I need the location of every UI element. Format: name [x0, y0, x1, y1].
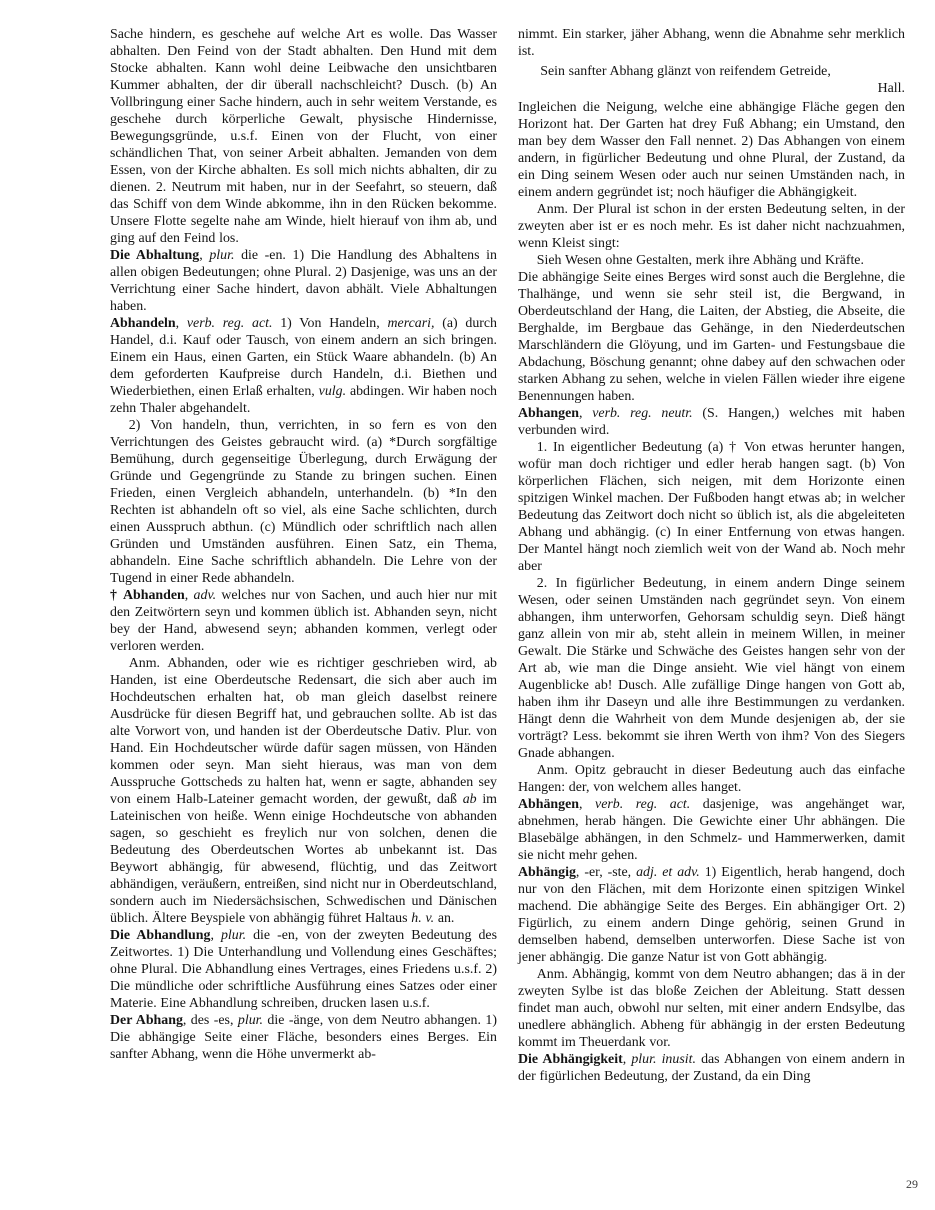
- paragraph: [518, 864, 905, 966]
- text-run: h. v.: [411, 911, 435, 926]
- right-text-column: [518, 26, 905, 1085]
- text-run: Anm. Opitz gebraucht in dieser Bedeutung auch das einfache Hangen: der, von welchem alles hanget.: [518, 763, 905, 795]
- paragraph: [110, 315, 497, 417]
- text-run: Anm. Abhanden, oder wie es richtiger geschrieben wird, ab Handen, ist eine Oberdeutsche Redensart, die sich aber auch im Hochdeutschen erhalten hat, ob man gleich daselbst reinere Ausdrücke für diesen Begriff hat, und gebrauchen sollte. Ab ist das alte Vorwort von, und handen ist der Oberdeutsche Dativ. Plur. von Hand. Ein Hochdeutscher würde dafür sagen müssen, von Händen kommen oder seyn. Man sieht hieraus, was man von dem Ausspruche Gottscheds zu halten hat, wenn er sagte, abhanden sey von einem Halb-Lateiner gemacht worden, der gewußt, daß: [110, 656, 497, 807]
- paragraph: [518, 762, 905, 796]
- paragraph: [110, 927, 497, 1012]
- text-run: verb. reg. act.: [186, 316, 273, 331]
- paragraph: [518, 99, 905, 201]
- text-run: das Abhangen von einem andern in der figürlichen Bedeutung, der Zustand, da ein Ding: [518, 1052, 905, 1084]
- text-run: Ingleichen die Neigung, welche eine abhängige Fläche gegen den Horizont hat. Der Garten hat drey Fuß Abhang; ein Umstand, den man bey dem Wasser den Fall nennet. 2) Das Abhangen von einem andern, in figürlicher Bedeutung und ohne Plural, der Zustand, da ein Ding seinem Wesen oder auch nur seinen Umständen nach, in einem andern gegründet ist; noch häufiger die Abhängigkeit.: [518, 100, 905, 200]
- paragraph: [518, 252, 905, 269]
- text-run: 1. In eigentlicher Bedeutung (a) † Von etwas herunter hangen, wofür man doch richtiger und edler herab hangen sagt. (b) Von körperlichen Flächen, sich neigen, mit dem Horizonte einen spitzigen Winkel machen. Der Fußboden hangt etwas ab; in welcher Bedeutung das Zeitwort doch nicht so üblich ist, als die abgeleiteten Abhang und abhängig. (c) In einer Entfernung von etwas hangen. Der Mantel hängt noch ziemlich weit von der Wand ab. Noch mehr aber: [518, 440, 905, 574]
- paragraph: [110, 1012, 497, 1063]
- text-run: 1) Von Handeln,: [272, 316, 388, 331]
- text-run: mercari,: [387, 316, 435, 331]
- paragraph: [518, 966, 905, 1051]
- text-run: ,: [622, 1052, 632, 1067]
- text-run: ,: [579, 406, 593, 421]
- text-run: ab: [462, 792, 477, 807]
- paragraph: [110, 655, 497, 927]
- headword: Abhangen: [518, 406, 579, 421]
- headword: † Abhanden: [110, 588, 185, 603]
- paragraph: [110, 26, 497, 247]
- two-column-text-block: [110, 26, 905, 1085]
- paragraph: [518, 1051, 905, 1085]
- text-run: verb. reg. act.: [595, 797, 691, 812]
- headword: Abhängig: [518, 865, 576, 880]
- headword: Abhängen: [518, 797, 579, 812]
- text-run: ,: [579, 797, 596, 812]
- text-run: adj. et adv.: [636, 865, 700, 880]
- text-run: 2) Von handeln, thun, verrichten, in so fern es von den Verrichtungen des Geistes gebraucht wird. (a) *Durch sorgfältige Bemühung, durch gegenseitige Überlegung, durch Erwägung der Gründe und Gegengründe zu Stande zu bringen suchen. Einen Frieden, einen Vergleich abhandeln, unterhandeln. (b) *In den Rechten ist abhandeln oft so viel, als eine Sache schlichten, durch einen Ausspruch abthun. (c) Mündlich oder schriftlich nach allen Gründen und Umständen ausführen. Einen Satz, ein Thema, abhandeln. Eine Sache schriftlich abhandeln. Die Lehre von der Tugend in einer Rede abhandeln.: [110, 418, 497, 586]
- text-run: an.: [434, 911, 455, 926]
- headword: Die Abhandlung: [110, 928, 211, 943]
- text-run: Die abhängige Seite eines Berges wird sonst auch die Berglehne, die Thalhänge, und wenn sie sehr steil ist, die Bergwand, in Oberdeutschland der Hang, die Laiten, der Abstieg, die Abseite, die Berghalde, im Bergbaue das Gehänge, in den Niederdeutschen Marschländern die Glöyung, und im Garten- und Festungsbaue die Abdachung, Böschung genannt; ohne dabey auf den schwachen oder starken Abhang zu sehen, welche in vielen Fällen wieder ihre eigene Benennungen haben.: [518, 270, 905, 404]
- headword: Abhandeln: [110, 316, 176, 331]
- text-run: ,: [210, 928, 221, 943]
- text-run: die -en. 1) Die Handlung des Abhaltens in allen obigen Bedeutungen; ohne Plural. 2) Dasjenige, was uns an der Verrichtung einer Sache hindert, davon abhält. Viele Abhaltungen haben.: [110, 248, 497, 314]
- text-run: ,: [199, 248, 210, 263]
- paragraph: [518, 80, 905, 97]
- text-run: Sache hindern, es geschehe auf welche Art es wolle. Das Wasser abhalten. Den Feind von der Stadt abhalten. Den Hund mit dem Stocke abhalten. Kann wohl deine Leibwache den unsichtbaren Kummer abhalten, der dir überall nachschleicht? Dusch. (b) An Vollbringung einer Sache hindern, auch in sehr weitem Verstande, es geschehe durch körperliche Gewalt, physische Hindernisse, Bewegungsgründe, u.s.f. Einen von der Flucht, von einer schändlichen That, von seiner Arbeit abhalten. Jemanden von dem Essen, von der Kirche abhalten. Es soll mich nichts abhalten, dir zu dienen. 2. Neutrum mit haben, nur in der Seefahrt, so steuern, daß das Schiff von dem Winde abkomme, ihn in den Rücken bekomme. Unsere Flotte segelte nahe am Winde, hielt hierauf von ihm ab, und ging auf den Feind los.: [110, 27, 497, 246]
- text-run: plur. inusit.: [631, 1052, 696, 1067]
- text-run: im Lateinischen von heiße. Wenn einige Hochdeutsche von abhanden sagen, so geschieht es freylich nur von solchen, denen die Bedeutung des Oberdeutschen Wortes ab unbekannt ist. Das Beywort abhängig, für abwesend, flüchtig, und das Zeitwort abhändigen, veräußern, entreißen, sind nicht nur in Oberdeutschland, sondern auch im Niedersächsischen, Schwedischen und Dänischen üblich. Ältere Beyspiele von abhängig führet Haltaus: [110, 792, 497, 926]
- text-run: Sein sanfter Abhang glänzt von reifendem Getreide,: [540, 64, 831, 79]
- paragraph: [518, 439, 905, 575]
- text-run: ,: [184, 588, 194, 603]
- paragraph: [518, 269, 905, 405]
- text-run: vulg.: [318, 384, 347, 399]
- paragraph: [518, 63, 905, 80]
- text-run: plur.: [237, 1013, 263, 1028]
- text-run: (a) durch Handel, d.i. Kauf oder Tausch, von einem andern an sich bringen. Einem ein Haus, einen Garten, ein Stück Waare abhandeln. (b) An dem geforderten Kaufpreise durch Handeln, d.i. Biethen und Wiederbiethen, einen Erlaß erhalten,: [110, 316, 497, 399]
- text-run: 2. In figürlicher Bedeutung, in einem andern Dinge seinem Wesen, oder seinen Umständen nach gegründet seyn. Von einem abhangen, ihm unterworfen, Gehorsam schuldig seyn. Dieß hängt ganz allein von mir ab, steht allein in meinem Willen, in meiner Gewalt. Die Stärke und Schwäche des Geistes hangen sehr von der Art ab, wie man die Dinge ansieht. Wie viel hängt von einem Augenblicke ab! Dusch. Alle zufällige Dinge hangen von Gott ab, haben ihm ihr Daseyn und alle ihre Bestimmungen zu verdanken. Hängt denn die Wahrheit von dem Munde desjenigen ab, der sie vorträgt? Less. bekommt sie ihren Werth von ihm? Von des Siegers Gnade abhangen.: [518, 576, 905, 761]
- headword: Der Abhang: [110, 1013, 183, 1028]
- text-run: adv.: [193, 588, 217, 603]
- paragraph: [110, 417, 497, 587]
- text-run: welches nur von Sachen, und auch hier nur mit den Zeitwörtern seyn und kommen üblich ist. Abhanden seyn, nicht bey der Hand, abwesend seyn; abhanden kommen, verlegt oder verloren werden.: [110, 588, 497, 654]
- paragraph: [110, 587, 497, 655]
- text-run: abdingen. Wir haben noch zehn Thaler abgehandelt.: [110, 384, 497, 416]
- headword: Die Abhängigkeit: [518, 1052, 623, 1067]
- text-run: Hall.: [877, 81, 905, 96]
- text-run: Sieh Wesen ohne Gestalten, merk ihre Abhäng und Kräfte.: [536, 253, 864, 268]
- text-run: ,: [175, 316, 187, 331]
- paragraph: [110, 247, 497, 315]
- left-text-column: [110, 26, 497, 1085]
- text-run: (S. Hangen,) welches mit haben verbunden wird.: [518, 406, 905, 438]
- text-run: dasjenige, was angehänget war, abnehmen, herab hängen. Die Gewichte einer Uhr abhängen. Die Blasebälge abhängen, in den Schmelz- und Hammerwerken, damit sie nicht mehr gehen.: [518, 797, 905, 863]
- text-run: verb. reg. neutr.: [592, 406, 693, 421]
- paragraph: [518, 405, 905, 439]
- text-run: , -er, -ste,: [575, 865, 637, 880]
- text-run: Anm. Der Plural ist schon in der ersten Bedeutung selten, in der zweyten aber ist er es noch mehr. Es ist daher nicht nachzuahmen, wenn Kleist singt:: [518, 202, 905, 251]
- paragraph: [518, 201, 905, 252]
- page-number: 29: [906, 1177, 918, 1191]
- text-run: die -en, von der zweyten Bedeutung des Zeitwortes. 1) Die Unterhandlung und Vollendung eines Geschäftes; ohne Plural. Die Abhandlung eines Vertrages, eines Friedens u.s.f. 2) Die mündliche oder schriftliche Ausführung eines Satzes oder einer Materie. Eine Abhandlung schreiben, drucken lasen u.s.f.: [110, 928, 497, 1011]
- text-run: die -änge, von dem Neutro abhangen. 1) Die abhängige Seite einer Fläche, besonders eines Berges. Ein sanfter Abhang, wenn die Höhe unvermerkt ab-: [110, 1013, 497, 1062]
- text-run: plur.: [209, 248, 235, 263]
- headword: Die Abhaltung: [110, 248, 200, 263]
- text-run: nimmt. Ein starker, jäher Abhang, wenn die Abnahme sehr merklich ist.: [518, 27, 905, 59]
- text-run: , des -es,: [182, 1013, 238, 1028]
- text-run: plur.: [220, 928, 247, 943]
- text-run: 1) Eigentlich, herab hangend, doch nur von den Flächen, mit dem Horizonte einen spitzigen Winkel machend. Die abhängige Seite des Berges. Ein abhängiger Ort. 2) Figürlich, zu einem andern Dinge gehörig, seinen Grund in demselben habend, demselben unterworfen. Diese Sache ist von jener abhängig. Die ganze Natur ist von Gott abhängig.: [518, 865, 906, 965]
- text-run: Anm. Abhängig, kommt von dem Neutro abhangen; das ä in der zweyten Sylbe ist das bloße Zeichen der Ableitung. Statt dessen findet man auch, obwohl nur selten, mit einer andern Endsylbe, das unedlere abhänglich. Abheng für abhängig in der ersten Bedeutung kommt im Theuerdank vor.: [518, 967, 905, 1050]
- paragraph: [518, 26, 905, 60]
- paragraph: [518, 796, 905, 864]
- paragraph: [518, 575, 905, 762]
